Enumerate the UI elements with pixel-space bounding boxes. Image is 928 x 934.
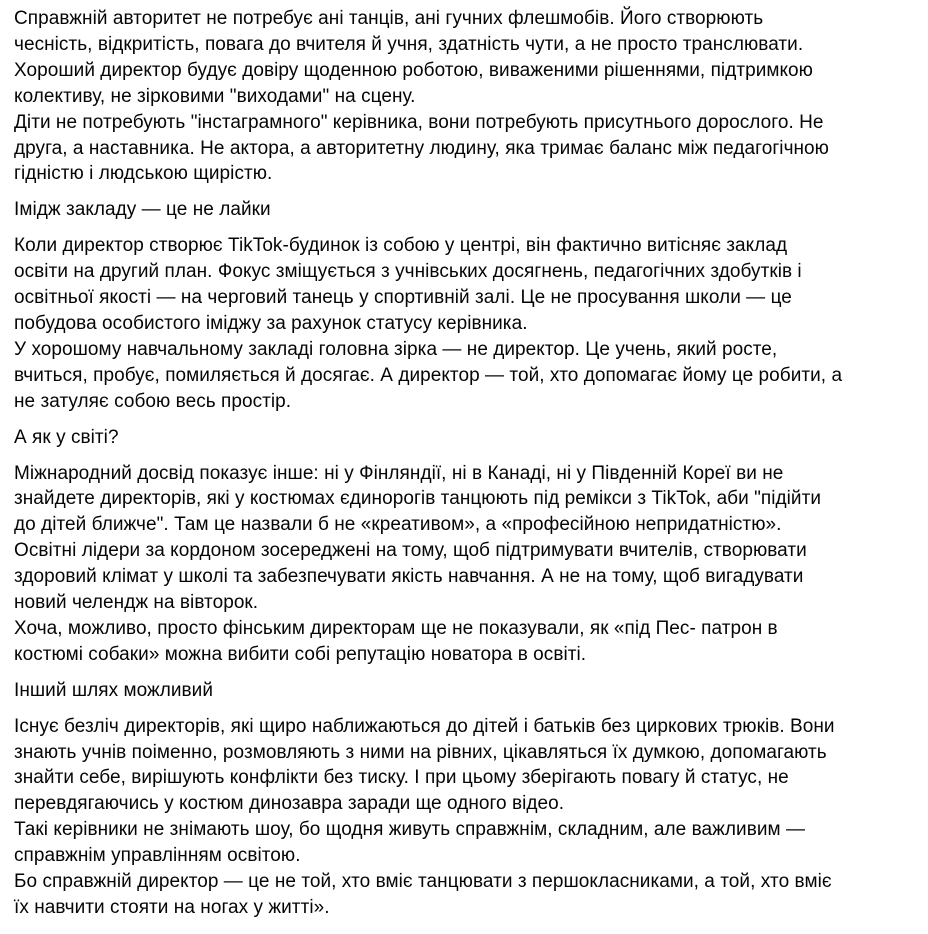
text-line: не затуляє собою весь простір. xyxy=(14,390,292,412)
text-line: Діти не потребують "інстаграмного" керівника, вони потребують присутнього дорослого. Не xyxy=(14,111,824,133)
text-line: Справжній авторитет не потребує ані танців, ані гучних флешмобів. Його створюють xyxy=(14,8,764,29)
text-line: Такі керівники не знімають шоу, бо щодня живуть справжнім, складним, але важливим — xyxy=(14,819,805,841)
section-heading-other-way: Інший шлях можливий xyxy=(14,679,214,701)
text-line: Бо справжній директор — це не той, хто вміє танцювати з першокласниками, а той, хто вміє xyxy=(14,871,832,893)
text-line: Хоча, можливо, просто фінським директорам ще не показували, як «під Пес- патрон в xyxy=(14,617,778,639)
other-way-section-paragraph xyxy=(14,714,914,921)
text-line: новий челендж на вівторок. xyxy=(14,592,259,614)
text-line: Міжнародний досвід показує інше: ні у Фінляндії, ні в Канаді, ні у Південній Кореї ви не xyxy=(14,462,784,484)
text-line: знайти себе, вирішують конфлікти без тиску. І при цьому зберігають повагу й статус, не xyxy=(14,767,789,789)
text-line: костюмі собаки» можна вибити собі репутацію новатора в освіті. xyxy=(14,643,587,665)
text-line: друга, а наставника. Не актора, а авторитетну людину, яка тримає баланс між педагогічною xyxy=(14,137,829,159)
world-section-paragraph xyxy=(14,461,914,668)
text-line: побудова особистого іміджу за рахунок статусу керівника. xyxy=(14,312,528,334)
text-line: Існує безліч директорів, які щиро наближаються до дітей і батьків без циркових трюків. Вони xyxy=(14,715,835,737)
text-line: Коли директор створює TikTok-будинок із собою у центрі, він фактично витісняє заклад xyxy=(14,235,788,257)
text-line: колективу, не зірковими "виходами" на сцену. xyxy=(14,85,416,107)
text-line: до дітей ближче". Там це назвали б не «креативом», а «професійною непридатністю». xyxy=(14,514,782,536)
text-line: освітньої якості — на черговий танець у спортивній залі. Це не просування школи — це xyxy=(14,287,792,309)
intro-paragraph xyxy=(14,0,914,187)
text-line: гідністю і людською щирістю. xyxy=(14,163,273,185)
section-heading-image: Імідж закладу — це не лайки xyxy=(14,199,271,221)
text-line: справжнім управлінням освітою. xyxy=(14,845,301,867)
text-line: знайдете директорів, які у костюмах єдинорогів танцюють під ремікси з TikTok, аби "підійти xyxy=(14,488,821,510)
text-line: вчиться, пробує, помиляється й досягає. А директор — той, хто допомагає йому це робити, а xyxy=(14,364,843,386)
text-line: їх навчити стояти на ногах у житті». xyxy=(14,897,330,918)
section-heading-world: А як у світі? xyxy=(14,426,119,448)
text-line: здоровий клімат у школі та забезпечувати якість навчання. А не на тому, щоб вигадувати xyxy=(14,566,804,588)
text-line: Освітні лідери за кордоном зосереджені на тому, щоб підтримувати вчителів, створювати xyxy=(14,540,807,562)
image-section-paragraph xyxy=(14,233,914,414)
text-line: освіти на другий план. Фокус зміщується з учнівських досягнень, педагогічних здобутків і xyxy=(14,261,802,283)
text-line: перевдягаючись у костюм динозавра заради ще одного відео. xyxy=(14,793,565,815)
text-line: У хорошому навчальному закладі головна зірка — не директор. Це учень, який росте, xyxy=(14,338,778,360)
text-line: чесність, відкритість, повага до вчителя й учня, здатність чути, а не просто транслювати. xyxy=(14,33,804,55)
text-line: знають учнів поіменно, розмовляють з ними на рівних, цікавляться їх думкою, допомагають xyxy=(14,741,827,763)
text-line: Хороший директор будує довіру щоденною роботою, виваженими рішеннями, підтримкою xyxy=(14,59,813,81)
